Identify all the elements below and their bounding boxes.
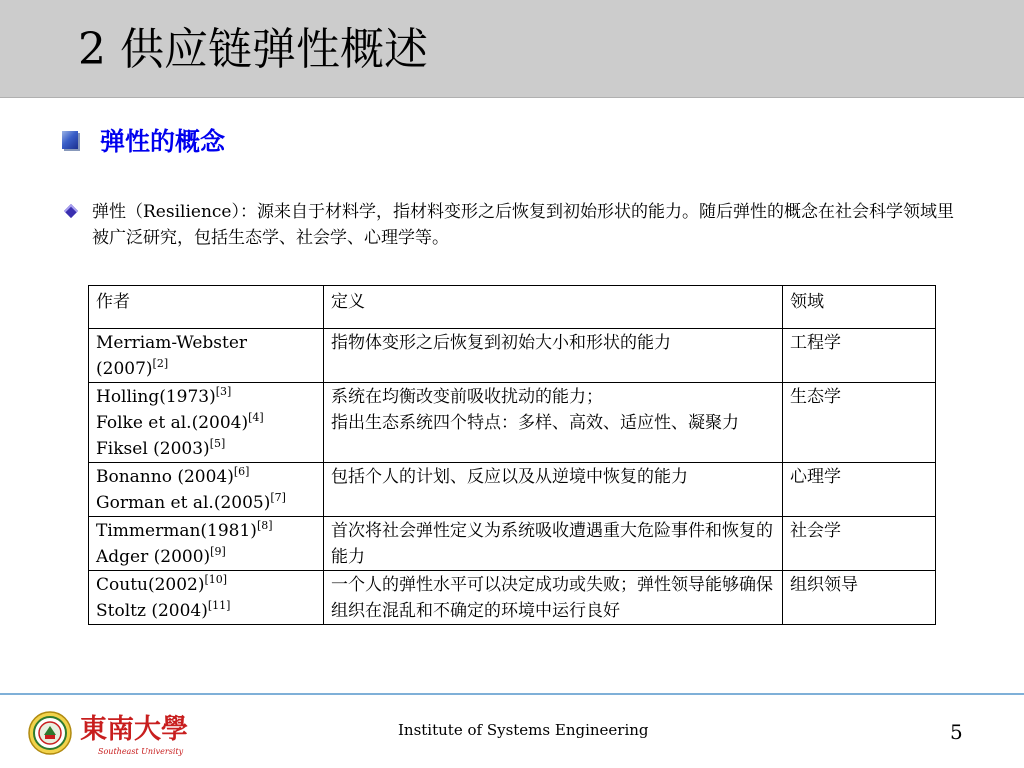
author-cell: [89, 329, 324, 383]
author-name: Coutu(2002): [96, 575, 205, 595]
definition-cell: 指物体变形之后恢复到初始大小和形状的能力: [324, 329, 783, 383]
author-name: Gorman et al.(2005): [96, 493, 271, 513]
definition-cell: 首次将社会弹性定义为系统吸收遭遇重大危险事件和恢复的能力: [324, 517, 783, 571]
field-cell: 心理学: [783, 463, 936, 517]
square-bullet-icon: [62, 131, 78, 149]
author-line: [96, 544, 317, 570]
field-cell: 生态学: [783, 383, 936, 463]
definition-table: [88, 285, 936, 625]
author-line: [96, 518, 317, 544]
author-line: [96, 490, 317, 516]
citation-ref: [9]: [210, 545, 226, 558]
author-name: Bonanno (2004): [96, 467, 234, 487]
table-row: [89, 517, 936, 571]
page-number: 5: [950, 720, 963, 744]
table-row: [89, 571, 936, 625]
citation-ref: [7]: [270, 491, 286, 504]
citation-ref: [5]: [209, 437, 226, 450]
definition-cell: 包括个人的计划、反应以及从逆境中恢复的能力: [324, 463, 783, 517]
field-cell: 组织领导: [783, 571, 936, 625]
author-line: [96, 436, 317, 462]
footer-institute: Institute of Systems Engineering: [398, 721, 649, 739]
bullet-paragraph: [62, 199, 962, 251]
header-field: 领域: [783, 286, 936, 329]
citation-ref: [4]: [248, 411, 264, 424]
author-cell: [89, 571, 324, 625]
citation-ref: [10]: [204, 573, 228, 586]
citation-ref: [11]: [207, 599, 231, 612]
definition-line: 系统在均衡改变前吸收扰动的能力；: [331, 387, 603, 407]
definition-cell: [324, 383, 783, 463]
subheading: [62, 122, 225, 158]
university-seal-icon: [28, 711, 72, 755]
citation-ref: [8]: [256, 519, 273, 532]
author-name: Adger (2000): [96, 547, 211, 567]
author-name: Fiksel (2003): [96, 439, 210, 459]
bullet-text: 弹性（Resilience）：源来自于材料学，指材料变形之后恢复到初始形状的能力。随后弹性的概念在社会科学领域里被广泛研究，包括生态学、社会学、心理学等。: [92, 202, 954, 248]
author-name: Folke et al.(2004): [96, 413, 249, 433]
author-cell: [89, 383, 324, 463]
table-row: [89, 329, 936, 383]
author-cell: [89, 463, 324, 517]
logo-subtext: Southeast University: [98, 747, 184, 756]
author-name: (2007): [96, 359, 153, 379]
field-cell: 社会学: [783, 517, 936, 571]
author-line: [96, 572, 317, 598]
footer-divider: [0, 693, 1024, 695]
author-name: Merriam-Webster: [96, 333, 247, 353]
citation-ref: [3]: [215, 385, 232, 398]
citation-ref: [6]: [233, 465, 250, 478]
diamond-bullet-icon: [64, 204, 78, 218]
header-author: 作者: [89, 286, 324, 329]
table-row: [89, 463, 936, 517]
author-line: [96, 384, 317, 410]
subheading-text: 弹性的概念: [100, 127, 226, 156]
logo-calligraphy: 東南大學: [80, 714, 188, 745]
author-line: [96, 464, 317, 490]
slide-title: 2 供应链弹性概述: [78, 24, 428, 75]
definition-line: 指出生态系统四个特点：多样、高效、适应性、凝聚力: [331, 413, 739, 433]
university-logo: [78, 708, 198, 758]
field-cell: 工程学: [783, 329, 936, 383]
title-bar: [0, 0, 1024, 98]
citation-ref: [2]: [152, 357, 169, 370]
author-cell: [89, 517, 324, 571]
author-name: Stoltz (2004): [96, 601, 208, 621]
definition-cell: 一个人的弹性水平可以决定成功或失败；弹性领导能够确保组织在混乱和不确定的环境中运行良好: [324, 571, 783, 625]
author-line: [96, 356, 317, 382]
table-header-row: [89, 286, 936, 329]
author-line: [96, 410, 317, 436]
header-definition: 定义: [324, 286, 783, 329]
author-line: [96, 330, 317, 356]
author-line: [96, 598, 317, 624]
author-name: Holling(1973): [96, 387, 216, 407]
author-name: Timmerman(1981): [96, 521, 257, 541]
table-row: [89, 383, 936, 463]
